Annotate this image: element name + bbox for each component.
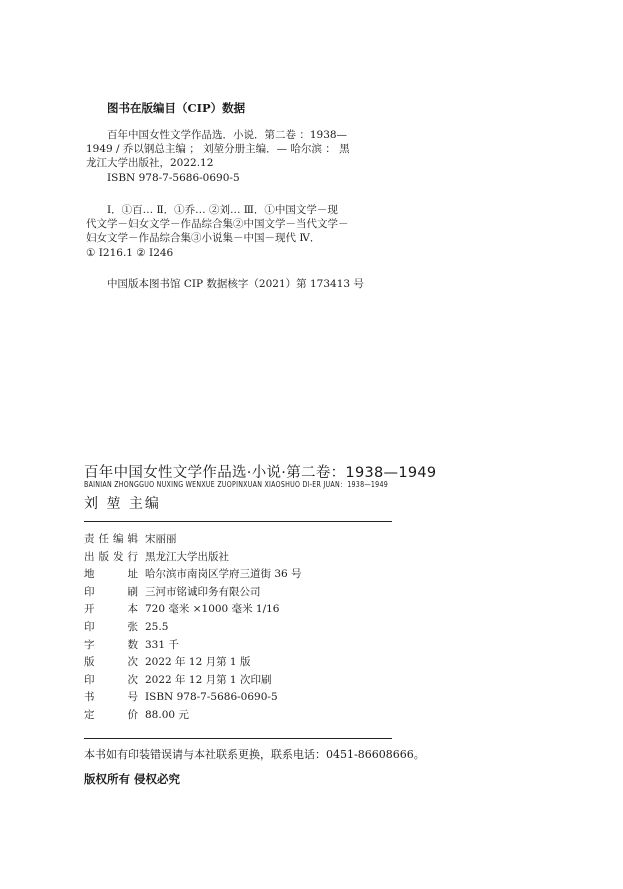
book-title: 百年中国女性文学作品选·小说·第二卷：1938—1949 xyxy=(84,465,437,481)
info-row-sheets xyxy=(84,619,302,637)
cip-number: 中国版本图书馆 CIP 数据核字（2021）第 173413 号 xyxy=(107,278,364,290)
info-row-edition xyxy=(84,654,302,672)
cip-record-line: 百年中国女性文学作品选．小说．第二卷 ：1938— xyxy=(107,129,348,141)
info-value: 331 千 xyxy=(145,638,179,651)
replacement-notice: 本书如有印装错误请与本社联系更换，联系电话：0451-86608666。 xyxy=(84,748,425,761)
info-row-format xyxy=(84,601,302,619)
info-label: 定价 xyxy=(84,708,138,721)
info-label: 版次 xyxy=(84,656,138,669)
info-value: 哈尔滨市南岗区学府三道街 36 号 xyxy=(145,568,302,581)
info-value: 720 毫米 ×1000 毫米 1/16 xyxy=(145,603,280,616)
cip-record xyxy=(86,128,406,185)
classification-line: 代文学－妇女文学－作品综合集②中国文学－当代文学－ xyxy=(86,218,349,231)
info-label: 责任编辑 xyxy=(84,533,138,545)
info-row-address xyxy=(84,566,302,584)
info-row-isbn xyxy=(84,689,302,707)
top-divider xyxy=(84,521,392,522)
bottom-divider xyxy=(84,738,392,739)
info-row-price xyxy=(84,707,302,725)
classification-line: 妇女文学－作品综合集③小说集－中国－现代 Ⅳ． xyxy=(86,232,321,245)
info-value: 宋丽丽 xyxy=(145,533,177,545)
info-label: 地址 xyxy=(84,568,138,581)
cip-record-line: 龙江大学出版社，2022.12 xyxy=(86,157,214,170)
info-value: 25.5 xyxy=(145,620,169,633)
publishing-info xyxy=(84,531,302,725)
info-row-editor xyxy=(84,531,302,549)
info-value: ISBN 978-7-5686-0690-5 xyxy=(145,691,278,704)
cip-record-line: 1949 / 乔以钢总主编 ； 刘堃分册主编．— 哈尔滨 ： 黑 xyxy=(86,143,350,156)
info-row-printing xyxy=(84,672,302,690)
info-value: 2022 年 12 月第 1 版 xyxy=(145,656,251,669)
classification-line: Ⅰ．①百… Ⅱ．①乔… ②刘… Ⅲ．①中国文学－现 xyxy=(107,204,338,216)
info-label: 书号 xyxy=(84,691,138,704)
info-value: 黑龙江大学出版社 xyxy=(145,550,229,563)
classification-line: ① I216.1 ② I246 xyxy=(86,246,174,259)
cip-isbn-line: ISBN 978-7-5686-0690-5 xyxy=(107,171,240,184)
cip-heading: 图书在版编目（CIP）数据 xyxy=(107,101,246,115)
info-label: 出版发行 xyxy=(84,550,138,563)
info-label: 印刷 xyxy=(84,585,138,598)
info-row-printer xyxy=(84,584,302,602)
info-label: 开本 xyxy=(84,603,138,616)
info-value: 88.00 元 xyxy=(145,708,189,721)
info-row-publisher xyxy=(84,549,302,567)
info-label: 字数 xyxy=(84,638,138,651)
book-title-pinyin: BAINIAN ZHONGGUO NUXING WENXUE ZUOPINXUAN XIAOSHUO DI-ER JUAN：1938—1949 xyxy=(84,480,389,489)
info-value: 2022 年 12 月第 1 次印刷 xyxy=(145,673,272,686)
book-editor: 刘 堃 主编 xyxy=(84,496,161,512)
cip-classification xyxy=(86,203,406,260)
info-label: 印次 xyxy=(84,673,138,686)
info-value: 三河市铭诚印务有限公司 xyxy=(145,585,261,598)
info-label: 印张 xyxy=(84,620,138,633)
copyright-notice: 版权所有 侵权必究 xyxy=(84,772,181,786)
info-row-wordcount xyxy=(84,637,302,655)
